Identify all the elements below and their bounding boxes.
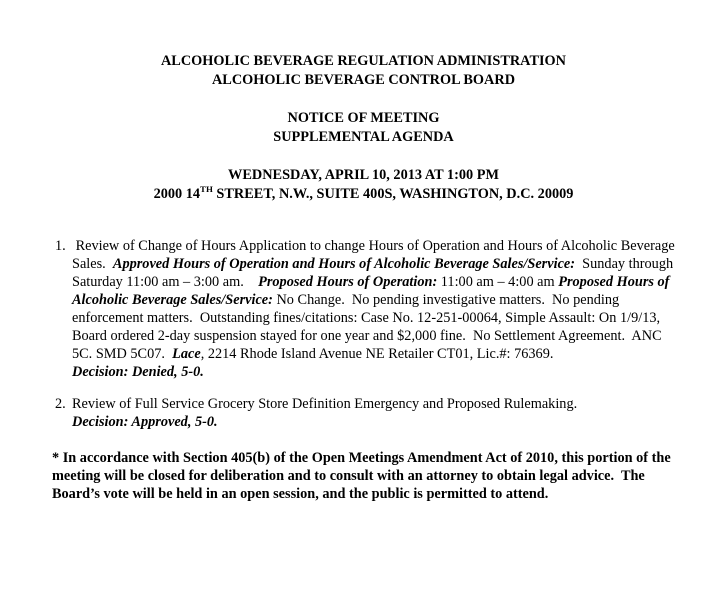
text-segment: No Change. No pending investigative matters. No pending enforcement matters. Outstanding fines/citations: Case No. 12-251-00064, Simple Assault: On 1/9/13, Board ordered 2-day suspension stayed for one year and $2,000 fine. No Settlement Agreement. ANC 5C. SMD 5C07.	[72, 292, 666, 362]
text-segment: Review of Change of Hours Application to change Hours of Operation and Hours of Alcoholic Beverage Sales.	[72, 238, 679, 272]
agenda-item-2-content	[72, 395, 675, 431]
meeting-address	[52, 185, 675, 204]
agenda-item-2-decision: Decision: Approved, 5-0.	[72, 414, 218, 430]
org-name-line1: ALCOHOLIC BEVERAGE REGULATION ADMINISTRATION	[160, 53, 566, 69]
text-segment: 11:00 am – 4:00 am	[437, 274, 559, 290]
text-segment: Proposed Hours of Operation:	[258, 274, 438, 290]
notice-of-meeting-title: NOTICE OF MEETING	[287, 110, 440, 126]
address-suffix: STREET, N.W., SUITE 400S, WASHINGTON, D.C. 20009	[212, 186, 574, 202]
text-segment: Lace	[172, 346, 201, 362]
meeting-datetime: WEDNESDAY, APRIL 10, 2013 AT 1:00 PM	[228, 167, 499, 183]
org-name-line2: ALCOHOLIC BEVERAGE CONTROL BOARD	[211, 72, 516, 88]
agenda-list	[52, 237, 679, 431]
text-segment: Review of Full Service Grocery Store Definition Emergency and Proposed Rulemaking.	[72, 396, 578, 412]
agenda-item-2	[55, 395, 675, 431]
address-ordinal-superscript: TH	[200, 184, 213, 195]
document-header	[52, 52, 675, 204]
text-segment: , 2214 Rhode Island Avenue NE Retailer CT01, Lic.#: 76369.	[200, 346, 554, 362]
agenda-item-1-content	[72, 237, 679, 381]
text-segment: Proposed Hours of Alcoholic Beverage Sales/Service:	[72, 274, 673, 308]
address-prefix: 2000 14	[153, 186, 201, 202]
closed-session-note: * In accordance with Section 405(b) of the Open Meetings Amendment Act of 2010, this portion of the meeting will be closed for deliberation and to consult with an attorney to obtain legal advice. The Board’s vote will be held in an open session, and the public is permitted to attend.	[52, 450, 675, 502]
agenda-item-1-number: 1.	[55, 238, 66, 254]
meeting-when-where-group	[52, 166, 675, 204]
text-segment: Approved Hours of Operation and Hours of Alcoholic Beverage Sales/Service:	[112, 256, 576, 272]
supplemental-agenda-subtitle: SUPPLEMENTAL AGENDA	[273, 129, 454, 145]
notice-title-group	[52, 109, 675, 147]
agenda-item-2-body	[72, 395, 675, 413]
text-segment: Sunday through Saturday 11:00 am – 3:00 am.	[72, 256, 677, 290]
agenda-item-2-number: 2.	[55, 396, 66, 412]
agenda-item-1	[55, 237, 679, 381]
agenda-item-1-body	[72, 237, 679, 363]
agenda-item-1-decision: Decision: Denied, 5-0.	[72, 364, 204, 380]
